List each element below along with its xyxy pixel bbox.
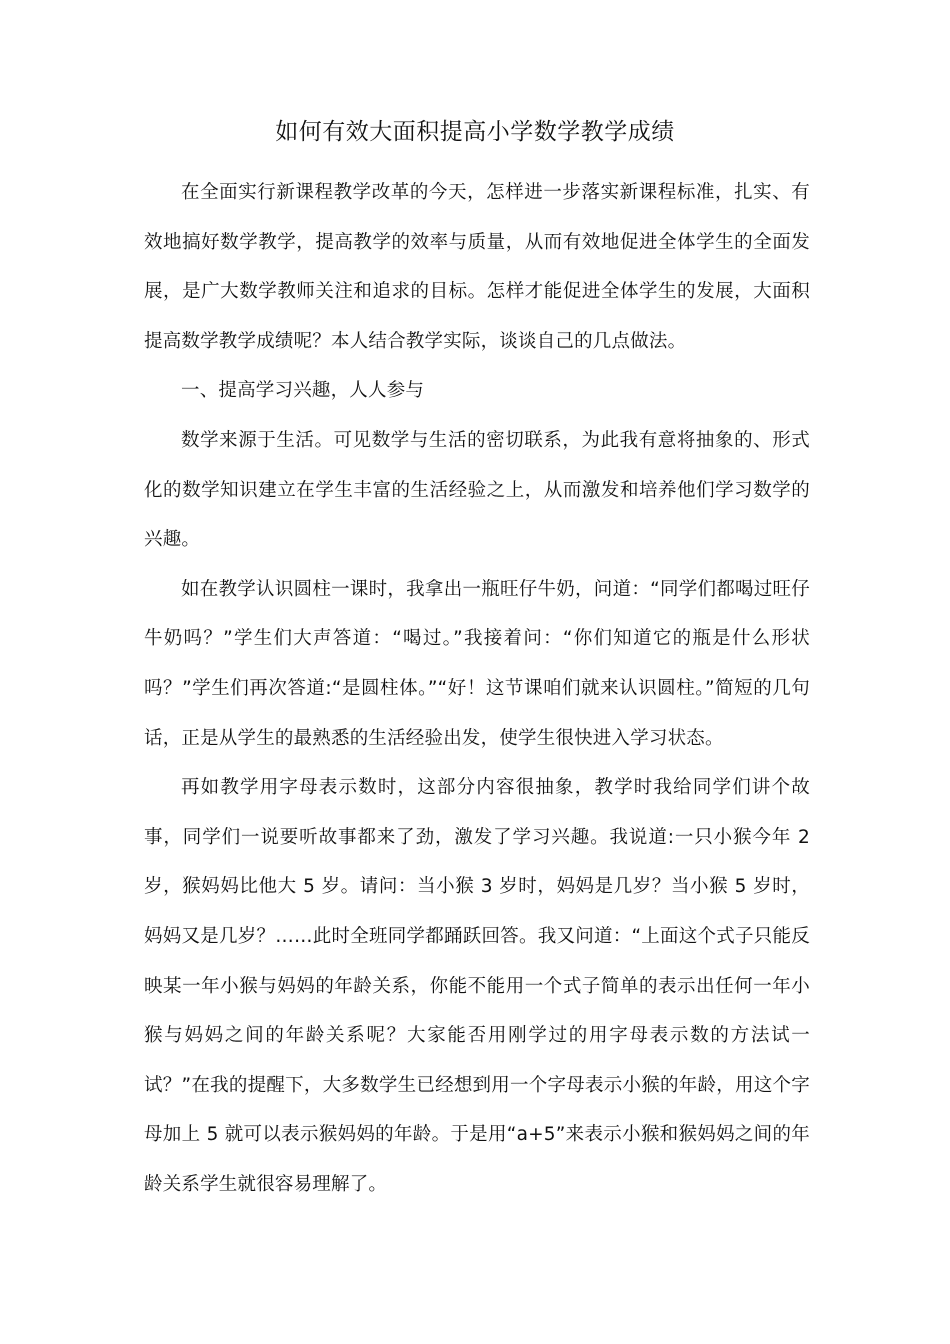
document-body [144,168,810,1209]
paragraph-letter-example: 再如教学用字母表示数时，这部分内容很抽象，教学时我给同学们讲个故事，同学们一说要听故事都来了劲，激发了学习兴趣。我说道:一只小猴今年 2 岁，猴妈妈比他大 5 岁。请问：当小猴 3 岁时，妈妈是几岁？当小猴 5 岁时，妈妈又是几岁？……此时全班同学都踊跃回答。我又问道：“上面这个式子只能反映某一年小猴与妈妈的年龄关系，你能不能用一个式子简单的表示出任何一年小猴与妈妈之间的年龄关系呢？大家能否用刚学过的用字母表示数的方法试一试？”在我的提醒下，大多数学生已经想到用一个字母表示小猴的年龄，用这个字母加上 5 就可以表示猴妈妈的年龄。于是用“a+5”来表示小猴和猴妈妈之间的年龄关系学生就很容易理解了。 [144,777,810,1195]
paragraph-intro: 在全面实行新课程教学改革的今天，怎样进一步落实新课程标准，扎实、有效地搞好数学教学，提高教学的效率与质量，从而有效地促进全体学生的全面发展，是广大数学教师关注和追求的目标。怎样才能促进全体学生的发展，大面积提高数学教学成绩呢？本人结合教学实际，谈谈自己的几点做法。 [144,182,810,352]
paragraph-math-life: 数学来源于生活。可见数学与生活的密切联系，为此我有意将抽象的、形式化的数学知识建立在学生丰富的生活经验之上，从而激发和培养他们学习数学的兴趣。 [144,429,810,551]
paragraph-cylinder-example: 如在教学认识圆柱一课时，我拿出一瓶旺仔牛奶，问道：“同学们都喝过旺仔牛奶吗？”学生们大声答道：“喝过。”我接着问：“你们知道它的瓶是什么形状吗？”学生们再次答道:“是圆柱体。”“好！这节课咱们就来认识圆柱。”简短的几句话，正是从学生的最熟悉的生活经验出发，使学生很快进入学习状态。 [144,578,810,749]
section-heading: 一、提高学习兴趣，人人参与 [181,380,425,402]
document-title: 如何有效大面积提高小学数学教学成绩 [275,119,675,145]
